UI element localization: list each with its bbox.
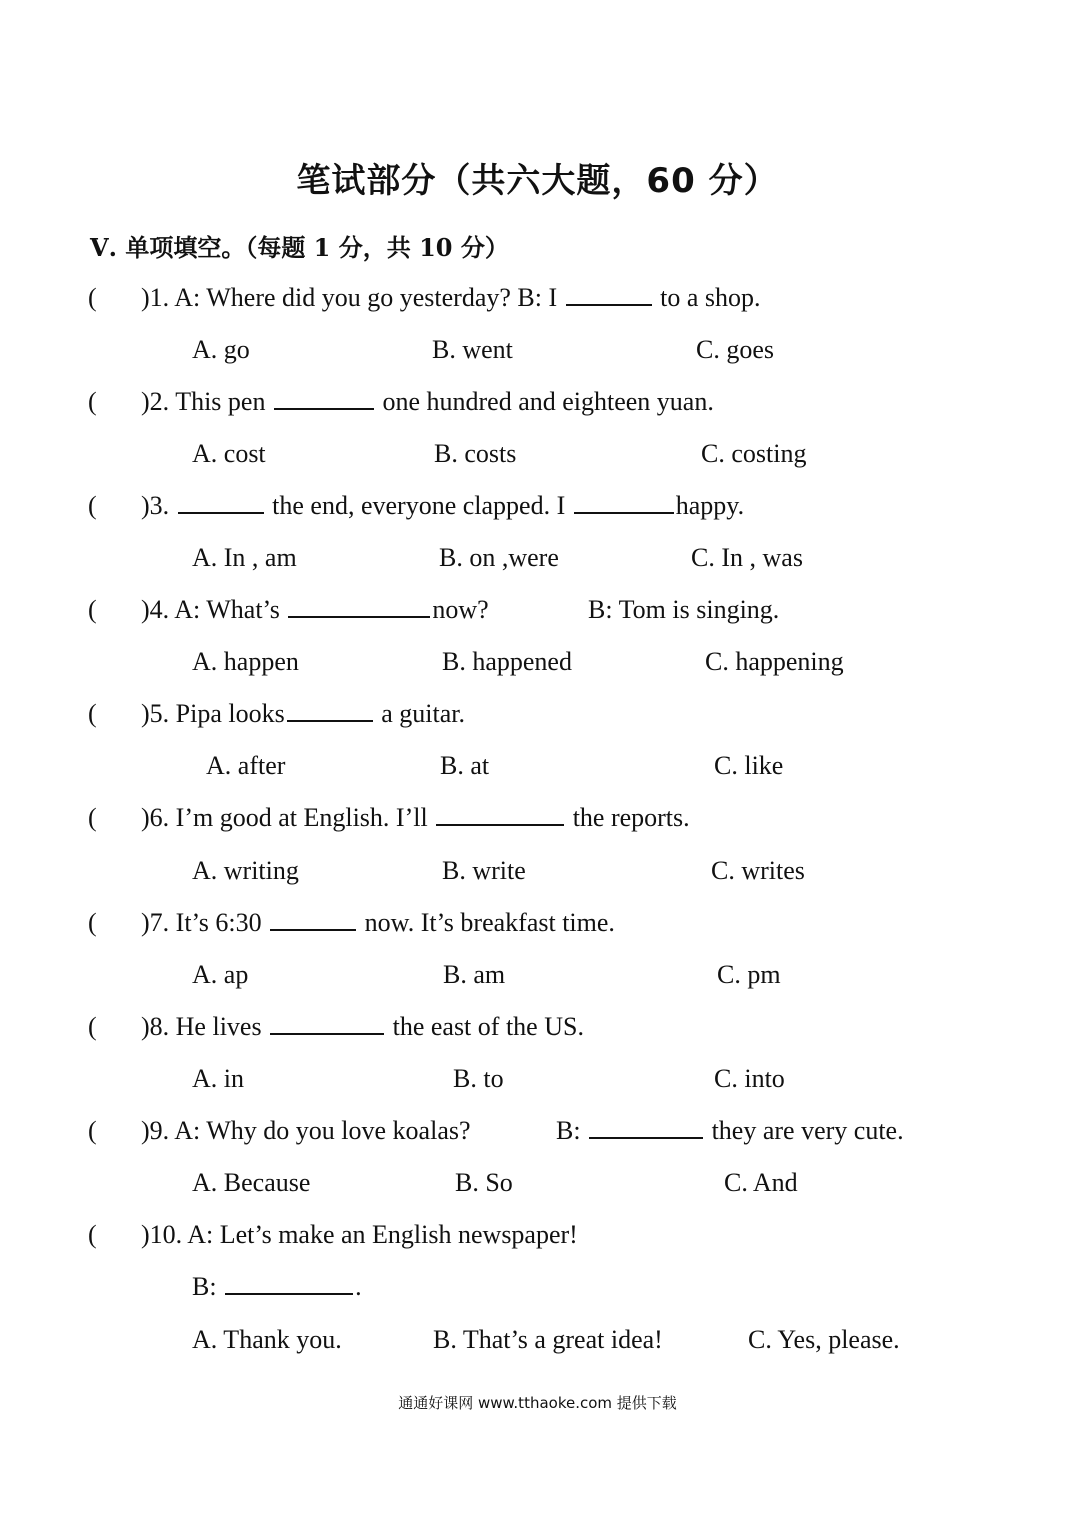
answer-blank[interactable] [270,1032,384,1035]
question-stem: )4. A: What’s [141,595,280,624]
question-stem: the reports. [572,803,690,832]
option-a: A. happen [192,647,299,676]
option-b: B. to [453,1064,504,1093]
option-b: B. went [432,335,513,364]
answer-paren: ( [88,387,97,416]
option-c: C. And [724,1168,798,1197]
answer-paren: ( [88,491,97,520]
option-c: C. costing [701,439,807,468]
answer-blank[interactable] [270,928,356,931]
question-stem: )3. [141,491,170,520]
question-stem: )2. This pen [141,387,266,416]
question-stem: a guitar. [381,699,465,728]
option-c: C. like [714,751,784,780]
section-heading: Ⅴ. 单项填空。（每题 1 分，共 10 分） [90,233,509,262]
question-stem: they are very cute. [711,1116,904,1145]
option-b: B. costs [434,439,517,468]
footer-credit: 通通好课网 www.tthaoke.com 提供下载 [398,1394,677,1412]
option-b: B. That’s a great idea! [433,1325,663,1354]
answer-paren: ( [88,283,97,312]
question-stem: )7. It’s 6:30 [141,908,262,937]
option-a: A. writing [192,856,299,885]
question-stem: now. It’s breakfast time. [364,908,615,937]
option-b: B. So [455,1168,513,1197]
option-a: A. after [206,751,286,780]
question-stem: B: [556,1116,581,1145]
question-stem: . [355,1272,362,1301]
option-a: A. In , am [192,543,297,572]
answer-blank[interactable] [287,719,373,722]
option-b: B. am [443,960,506,989]
option-c: C. pm [717,960,781,989]
option-c: C. happening [705,647,844,676]
answer-paren: ( [88,699,97,728]
question-stem: )9. A: Why do you love koalas? [141,1116,471,1145]
answer-paren: ( [88,1220,97,1249]
answer-blank[interactable] [288,615,430,618]
question-stem: )8. He lives [141,1012,262,1041]
option-b: B. write [442,856,526,885]
question-stem: )5. Pipa looks [141,699,285,728]
option-c: C. Yes, please. [748,1325,900,1354]
question-stem: the end, everyone clapped. I [272,491,566,520]
option-b: B. at [440,751,490,780]
question-stem: the east of the US. [392,1012,584,1041]
answer-paren: ( [88,595,97,624]
answer-blank[interactable] [274,407,374,410]
option-a: A. cost [192,439,266,468]
option-a: A. ap [192,960,249,989]
option-a: A. Thank you. [192,1325,342,1354]
option-c: C. into [714,1064,785,1093]
question-stem: )6. I’m good at English. I’ll [141,803,428,832]
answer-paren: ( [88,803,97,832]
option-a: A. in [192,1064,244,1093]
option-c: C. writes [711,856,805,885]
option-b: B. on ,were [439,543,559,572]
page-title: 笔试部分（共六大题，60 分） [296,161,779,201]
question-stem: one hundred and eighteen yuan. [382,387,714,416]
answer-blank[interactable] [225,1292,353,1295]
answer-paren: ( [88,1012,97,1041]
answer-blank[interactable] [566,303,652,306]
option-c: C. In , was [691,543,803,572]
answer-blank[interactable] [574,511,674,514]
option-a: A. go [192,335,250,364]
question-stem: B: [192,1272,217,1301]
answer-blank[interactable] [178,511,264,514]
question-stem: B: Tom is singing. [588,595,780,624]
answer-blank[interactable] [436,823,564,826]
question-stem: )1. A: Where did you go yesterday? B: I [141,283,558,312]
question-stem: now? [432,595,489,624]
option-b: B. happened [442,647,572,676]
question-stem: )10. A: Let’s make an English newspaper! [141,1220,578,1249]
answer-paren: ( [88,1116,97,1145]
answer-paren: ( [88,908,97,937]
option-a: A. Because [192,1168,311,1197]
option-c: C. goes [696,335,774,364]
question-stem: happy. [675,491,745,520]
answer-blank[interactable] [589,1136,703,1139]
question-stem: to a shop. [660,283,761,312]
